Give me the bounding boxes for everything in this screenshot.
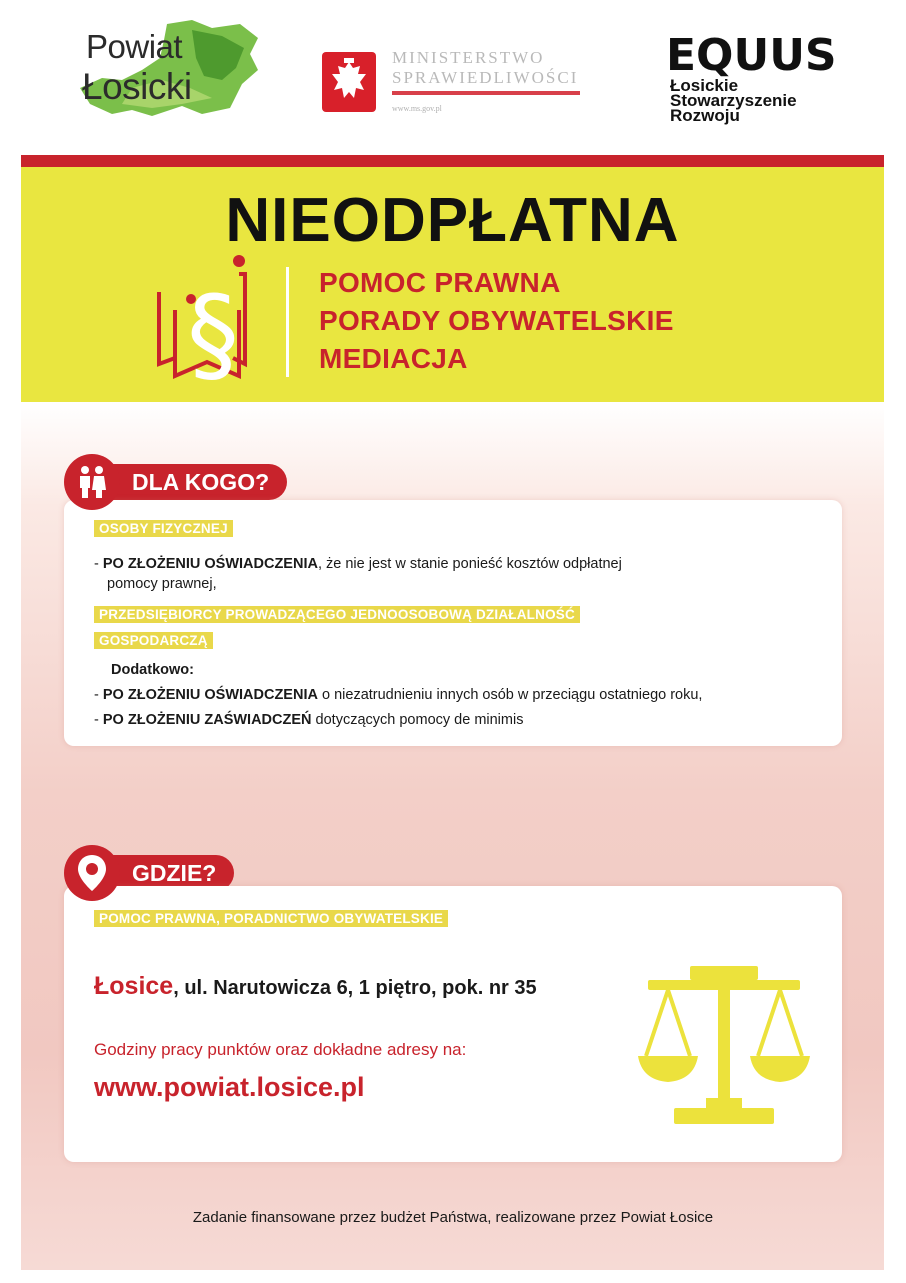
powiat-losicki-logo: [72, 18, 262, 118]
city-name: Łosice: [94, 972, 174, 1000]
scales-of-justice-icon: [634, 960, 814, 1140]
service-legal-aid: POMOC PRAWNA: [319, 267, 561, 298]
page-title: NIEODPŁATNA: [225, 186, 680, 255]
people-icon: [64, 454, 120, 510]
funding-footer: Zadanie finansowane przez budżet Państwa, realizowane przez Powiat Łosice: [192, 1209, 714, 1226]
requirement-individual-bold: PO ZŁOŻENIU OŚWIADCZENIA: [102, 556, 318, 572]
dash: -: [94, 712, 99, 728]
dash: -: [94, 556, 99, 572]
where-heading: GDZIE?: [94, 855, 234, 891]
ministry-url: www.ms.gov.pl: [392, 104, 442, 113]
location-pin-icon: [64, 845, 120, 901]
requirement-deminimis-bold: PO ZŁOŻENIU ZAŚWIADCZEŃ: [102, 712, 312, 728]
title-banner: [21, 167, 884, 402]
equus-line1: Łosickie: [670, 76, 739, 95]
for-whom-card: [64, 500, 842, 746]
requirement-employment-text: o niezatrudnieniu innych osób w przeciągu ostatniego roku,: [317, 687, 703, 703]
equus-line3: Rozwoju: [670, 106, 740, 125]
where-service-label: POMOC PRAWNA, PORADNICTWO OBYWATELSKIE: [94, 910, 448, 927]
requirement-employment-bold: PO ZŁOŻENIU OŚWIADCZENIA: [102, 687, 318, 703]
group-entrepreneur-label-2: GOSPODARCZĄ: [94, 632, 213, 649]
street-address: , ul. Narutowicza 6, 1 piętro, pok. nr 35: [173, 977, 537, 999]
ministry-line2: SPRAWIEDLIWOŚCI: [392, 68, 579, 87]
ministry-logo: [322, 42, 582, 122]
requirement-individual: [94, 556, 622, 572]
equus-logo: [664, 26, 837, 126]
website-link[interactable]: www.powiat.losice.pl: [94, 1072, 365, 1102]
requirement-individual-cont: pomocy prawnej,: [107, 576, 217, 592]
banner-divider: [286, 267, 289, 377]
requirement-individual-text: , że nie jest w stanie ponieść kosztów odpłatnej: [317, 556, 622, 572]
equus-mark-icon: [664, 26, 837, 81]
requirement-deminimis: [94, 712, 523, 728]
requirement-deminimis-text: dotyczących pomocy de minimis: [311, 712, 524, 728]
banner-top-line: [21, 155, 884, 167]
address-line: [94, 972, 537, 1001]
powiat-logo-line2: Łosicki: [82, 66, 192, 107]
svg-text:§: §: [187, 273, 239, 395]
group-individuals-label: OSOBY FIZYCZNEJ: [94, 520, 233, 537]
equus-line2: Stowarzyszenie: [670, 91, 797, 110]
service-civic-advice: PORADY OBYWATELSKIE: [319, 305, 674, 336]
requirement-employment: [94, 687, 702, 703]
where-card: [64, 886, 842, 1162]
ministry-bar: [392, 91, 580, 95]
paragraph-book-icon: [141, 252, 276, 395]
group-entrepreneur-label-1: PRZEDSIĘBIORCY PROWADZĄCEGO JEDNOOSOBOWĄ DZIAŁALNOŚĆ: [94, 606, 580, 623]
polish-eagle-icon: [322, 52, 376, 112]
hours-info: Godziny pracy punktów oraz dokładne adresy na:: [94, 1040, 467, 1059]
dash: -: [94, 687, 99, 703]
additionally-label: Dodatkowo:: [111, 662, 194, 678]
for-whom-heading: DLA KOGO?: [94, 464, 287, 500]
powiat-logo-line1: Powiat: [86, 28, 183, 65]
ministry-line1: MINISTERSTWO: [392, 48, 545, 67]
service-mediation: MEDIACJA: [319, 343, 468, 374]
equus-mark-text: EQUUS: [666, 30, 837, 81]
